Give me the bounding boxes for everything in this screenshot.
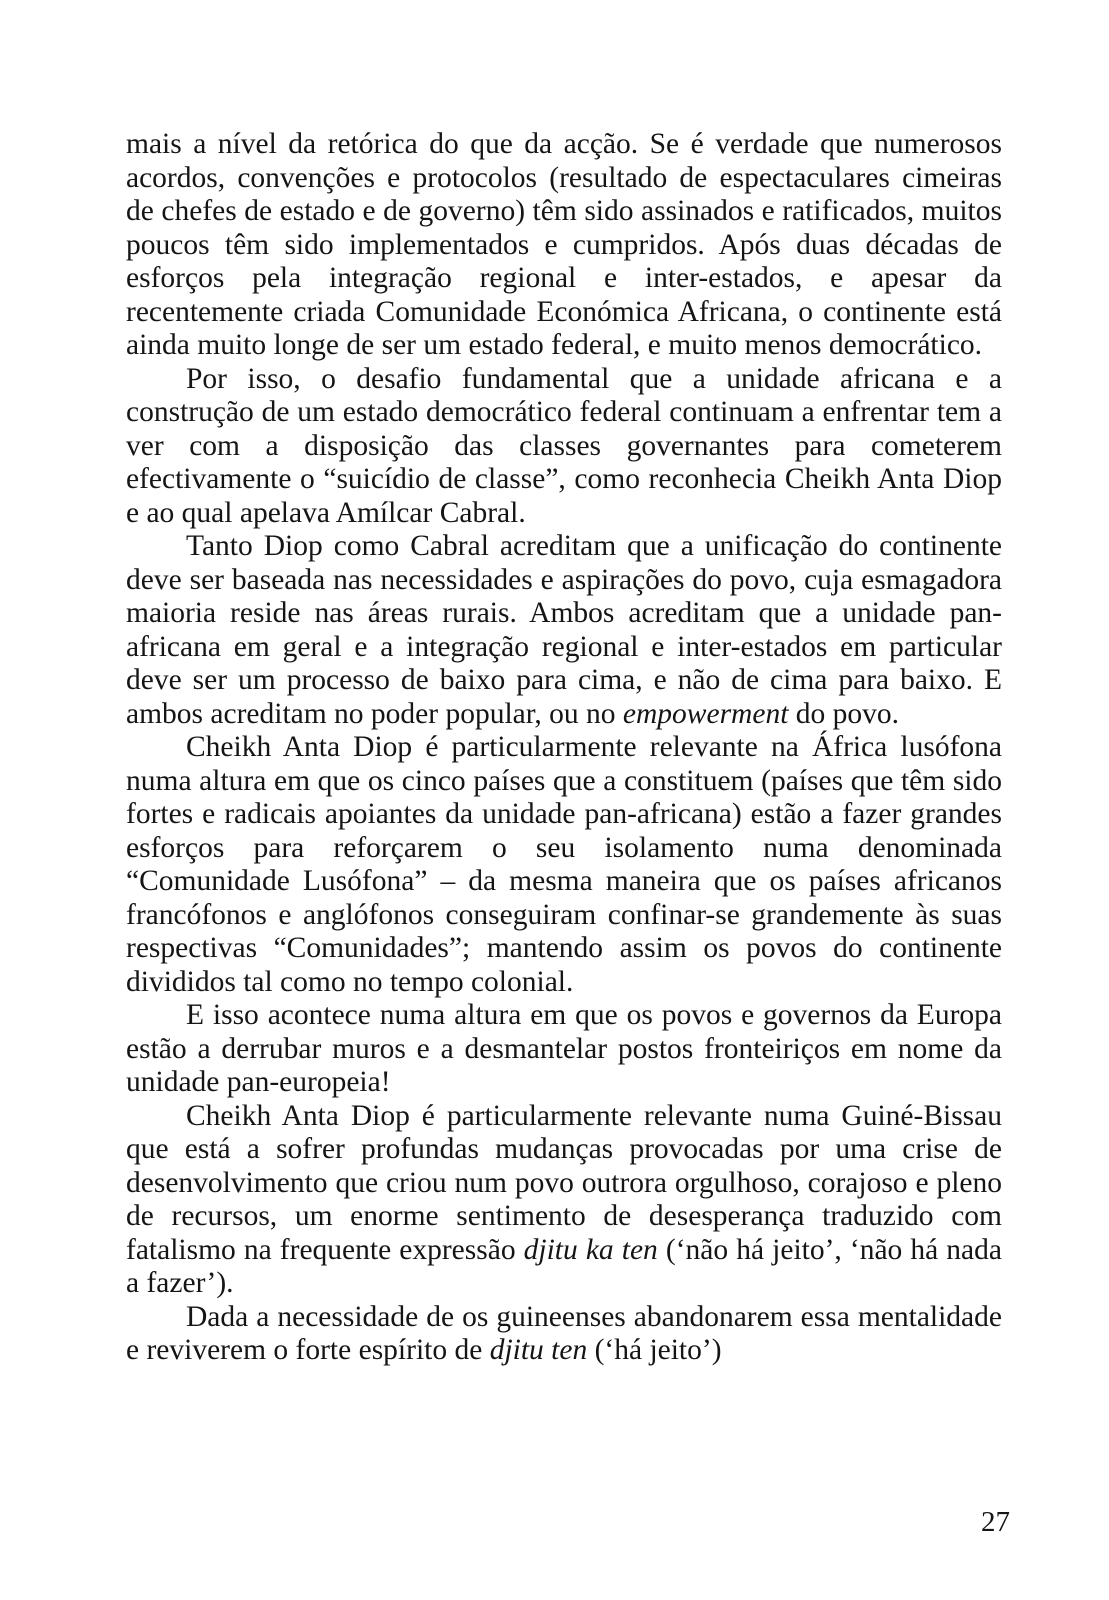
text-run: (‘não há jeito’, ‘não há nada a fazer’).	[126, 1233, 1002, 1299]
text-run: Tanto Diop como Cabral acreditam que a unificação do continente deve ser baseada nas necessidades e aspirações do povo, cuja esmagadora maioria reside nas áreas rurais. Ambos acreditam que a unidade pan-africana em geral e a integração regional e inter-estados em particular deve ser um processo de baixo para cima, e não de cima para baixo. E ambos acreditam no poder popular, ou no	[126, 530, 1002, 730]
paragraph	[126, 731, 1002, 999]
text-run: (‘há jeito’)	[587, 1334, 722, 1366]
text-run: Cheikh Anta Diop é particularmente relevante numa Guiné-Bissau que está a sofrer profundas mudanças provocadas por uma crise de desenvolvimento que criou num povo outrora orgulhoso, corajoso e pleno de recursos, um enorme sentimento de desesperança traduzido com fatalismo na frequente expressão	[126, 1099, 1002, 1266]
italic-phrase: djitu ka ten	[523, 1233, 658, 1266]
paragraph	[126, 530, 1002, 731]
paragraph	[126, 999, 1002, 1100]
italic-phrase: djitu ten	[489, 1334, 588, 1366]
paragraph	[126, 1100, 1002, 1301]
page-number: 27	[981, 1506, 1010, 1538]
text-run: E isso acontece numa altura em que os povos e governos da Europa estão a derrubar muros e a desmantelar postos fronteiriços em nome da unidade pan-europeia!	[126, 999, 1002, 1098]
text-run: Por isso, o desafio fundamental que a unidade africana e a construção de um estado democrático federal continuam a enfrentar tem a ver com a disposição das classes governantes para cometerem efectivamente o “suicídio de classe”, como reconhecia Cheikh Anta Diop e ao qual apelava Amílcar Cabral.	[126, 362, 1002, 529]
text-run: Dada a necessidade de os guineenses abandonarem essa mentalidade e reviverem o forte espírito de	[126, 1300, 1002, 1366]
italic-phrase: empowerment	[622, 697, 789, 730]
paragraph	[126, 1301, 1002, 1368]
text-run: mais a nível da retórica do que da acção. Se é verdade que numerosos acordos, convenções e protocolos (resultado de espectaculares cimeiras de chefes de estado e de governo) têm sido assinados e ratificados, muitos poucos têm sido implementados e cumpridos. Após duas décadas de esforços pela integração regional e inter-estados, e apesar da recentemente criada Comunidade Económica Africana, o continente está ainda muito longe de ser um estado federal, e muito menos democrático.	[126, 128, 1002, 361]
text-run: do povo.	[788, 697, 900, 730]
paragraph	[126, 128, 1002, 363]
text-run: Cheikh Anta Diop é particularmente relevante na África lusófona numa altura em que os cinco países que a constituem (países que têm sido fortes e radicais apoiantes da unidade pan-africana) estão a fazer grandes esforços para reforçarem o seu isolamento numa denominada “Comunidade Lusófona” – da mesma maneira que os países africanos francófonos e anglófonos conseguiram confinar-se grandemente às suas respectivas “Comunidades”; mantendo assim os povos do continente divididos tal como no tempo colonial.	[126, 731, 1002, 998]
body-text	[126, 128, 1002, 1368]
paragraph	[126, 363, 1002, 531]
